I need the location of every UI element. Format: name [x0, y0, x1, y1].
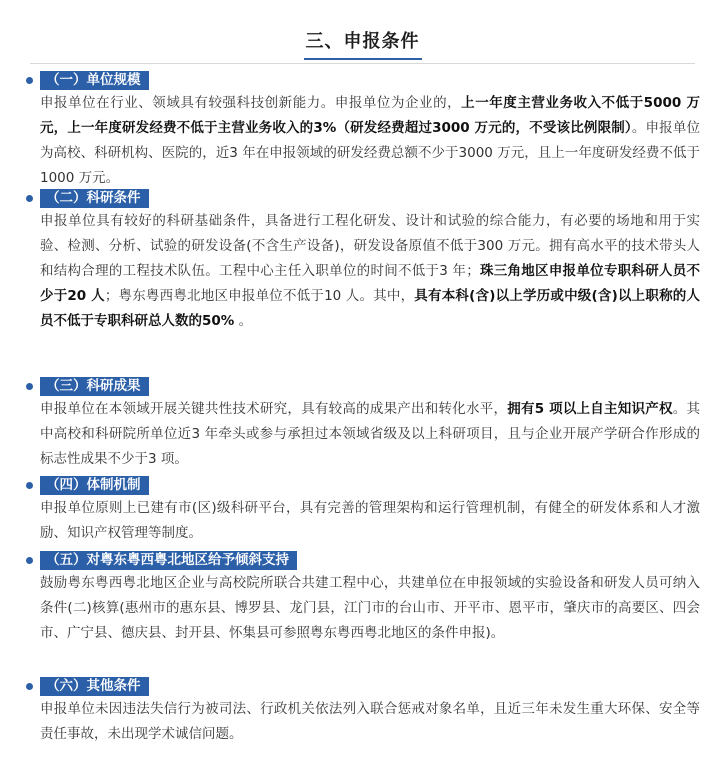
section-heading: （三）科研成果 — [40, 377, 149, 396]
section-unit-scale — [26, 71, 700, 191]
section-heading: （六）其他条件 — [40, 677, 149, 696]
section-regional-support — [26, 551, 700, 646]
page-title: 三、申报条件 — [304, 26, 422, 60]
bullet-dot-icon — [26, 482, 33, 489]
body-text: ；粤东粤西粤北地区申报单位不低于10 人。其中， — [104, 288, 415, 304]
section-heading: （二）科研条件 — [40, 189, 149, 208]
section-heading: （五）对粤东粤西粤北地区给予倾斜支持 — [40, 551, 297, 570]
section-body: 申报单位未因违法失信行为被司法、行政机关依法列入联合惩戒对象名单，且近三年未发生重大环保、安全等责任事故，未出现学术诚信问题。 — [40, 701, 700, 742]
section-body — [40, 397, 700, 472]
body-text: 申报单位在行业、领域具有较强科技创新能力。申报单位为企业的， — [40, 95, 462, 111]
section-heading: （一）单位规模 — [40, 71, 149, 90]
bullet-dot-icon — [26, 77, 33, 84]
body-text: 申报单位在本领域开展关键共性技术研究，具有较高的成果产出和转化水平， — [40, 401, 508, 417]
section-other-conditions — [26, 677, 700, 747]
section-body: 申报单位原则上已建有市(区)级科研平台，具有完善的管理架构和运行管理机制，有健全的研发体系和人才激励、知识产权管理等制度。 — [40, 500, 700, 541]
section-heading: （四）体制机制 — [40, 476, 149, 495]
body-emphasis: 珠三角地区申报单位专职科研人员不少于20 人 — [40, 263, 700, 304]
bullet-dot-icon — [26, 557, 33, 564]
bullet-dot-icon — [26, 383, 33, 390]
section-mechanism — [26, 476, 700, 546]
body-text: 。申报单位为高校、科研机构、医院的，近3 年在申报领域的研发经费总额不少于3000 万元，且上一年度研发经费不低于1000 万元。 — [40, 120, 700, 186]
section-research-results — [26, 377, 700, 472]
bullet-dot-icon — [26, 683, 33, 690]
section-body: 鼓励粤东粤西粤北地区企业与高校院所联合共建工程中心，共建单位在申报领域的实验设备和研发人员可纳入条件(二)核算(惠州市的惠东县、博罗县、龙门县，江门市的台山市、开平市、恩平市，肇庆市的高要区、四会市、广宁县、德庆县、封开县、怀集县可参照粤东粤西粤北地区的条件申报)。 — [40, 575, 700, 641]
body-emphasis: 拥有5 项以上自主知识产权 — [507, 401, 673, 417]
body-text: 。其中高校和科研院所单位近3 年牵头或参与承担过本领域省级及以上科研项目，且与企业开展产学研合作形成的标志性成果不少于3 项。 — [40, 401, 701, 467]
body-emphasis: 上一年度主营业务收入不低于5000 万元，上一年度研发经费不低于主营业务收入的3%（研发经费超过3000 万元的，不受该比例限制） — [40, 95, 700, 136]
bullet-dot-icon — [26, 195, 33, 202]
body-emphasis: 具有本科(含)以上学历或中级(含)以上职称的人员不低于专职科研总人数的50% — [40, 288, 700, 329]
section-body — [40, 209, 700, 334]
body-text: 。 — [234, 313, 253, 329]
title-divider — [30, 63, 695, 64]
section-research-conditions — [26, 189, 700, 334]
body-text: 申报单位具有较好的科研基础条件，具备进行工程化研发、设计和试验的综合能力，有必要的场地和用于实验、检测、分析、试验的研发设备(不含生产设备)，研发设备原值不低于300 万元。拥有高水平的技术带头人和结构合理的工程技术队伍。工程中心主任入职单位的时间不低于3 年； — [40, 213, 700, 279]
section-body — [40, 91, 700, 191]
